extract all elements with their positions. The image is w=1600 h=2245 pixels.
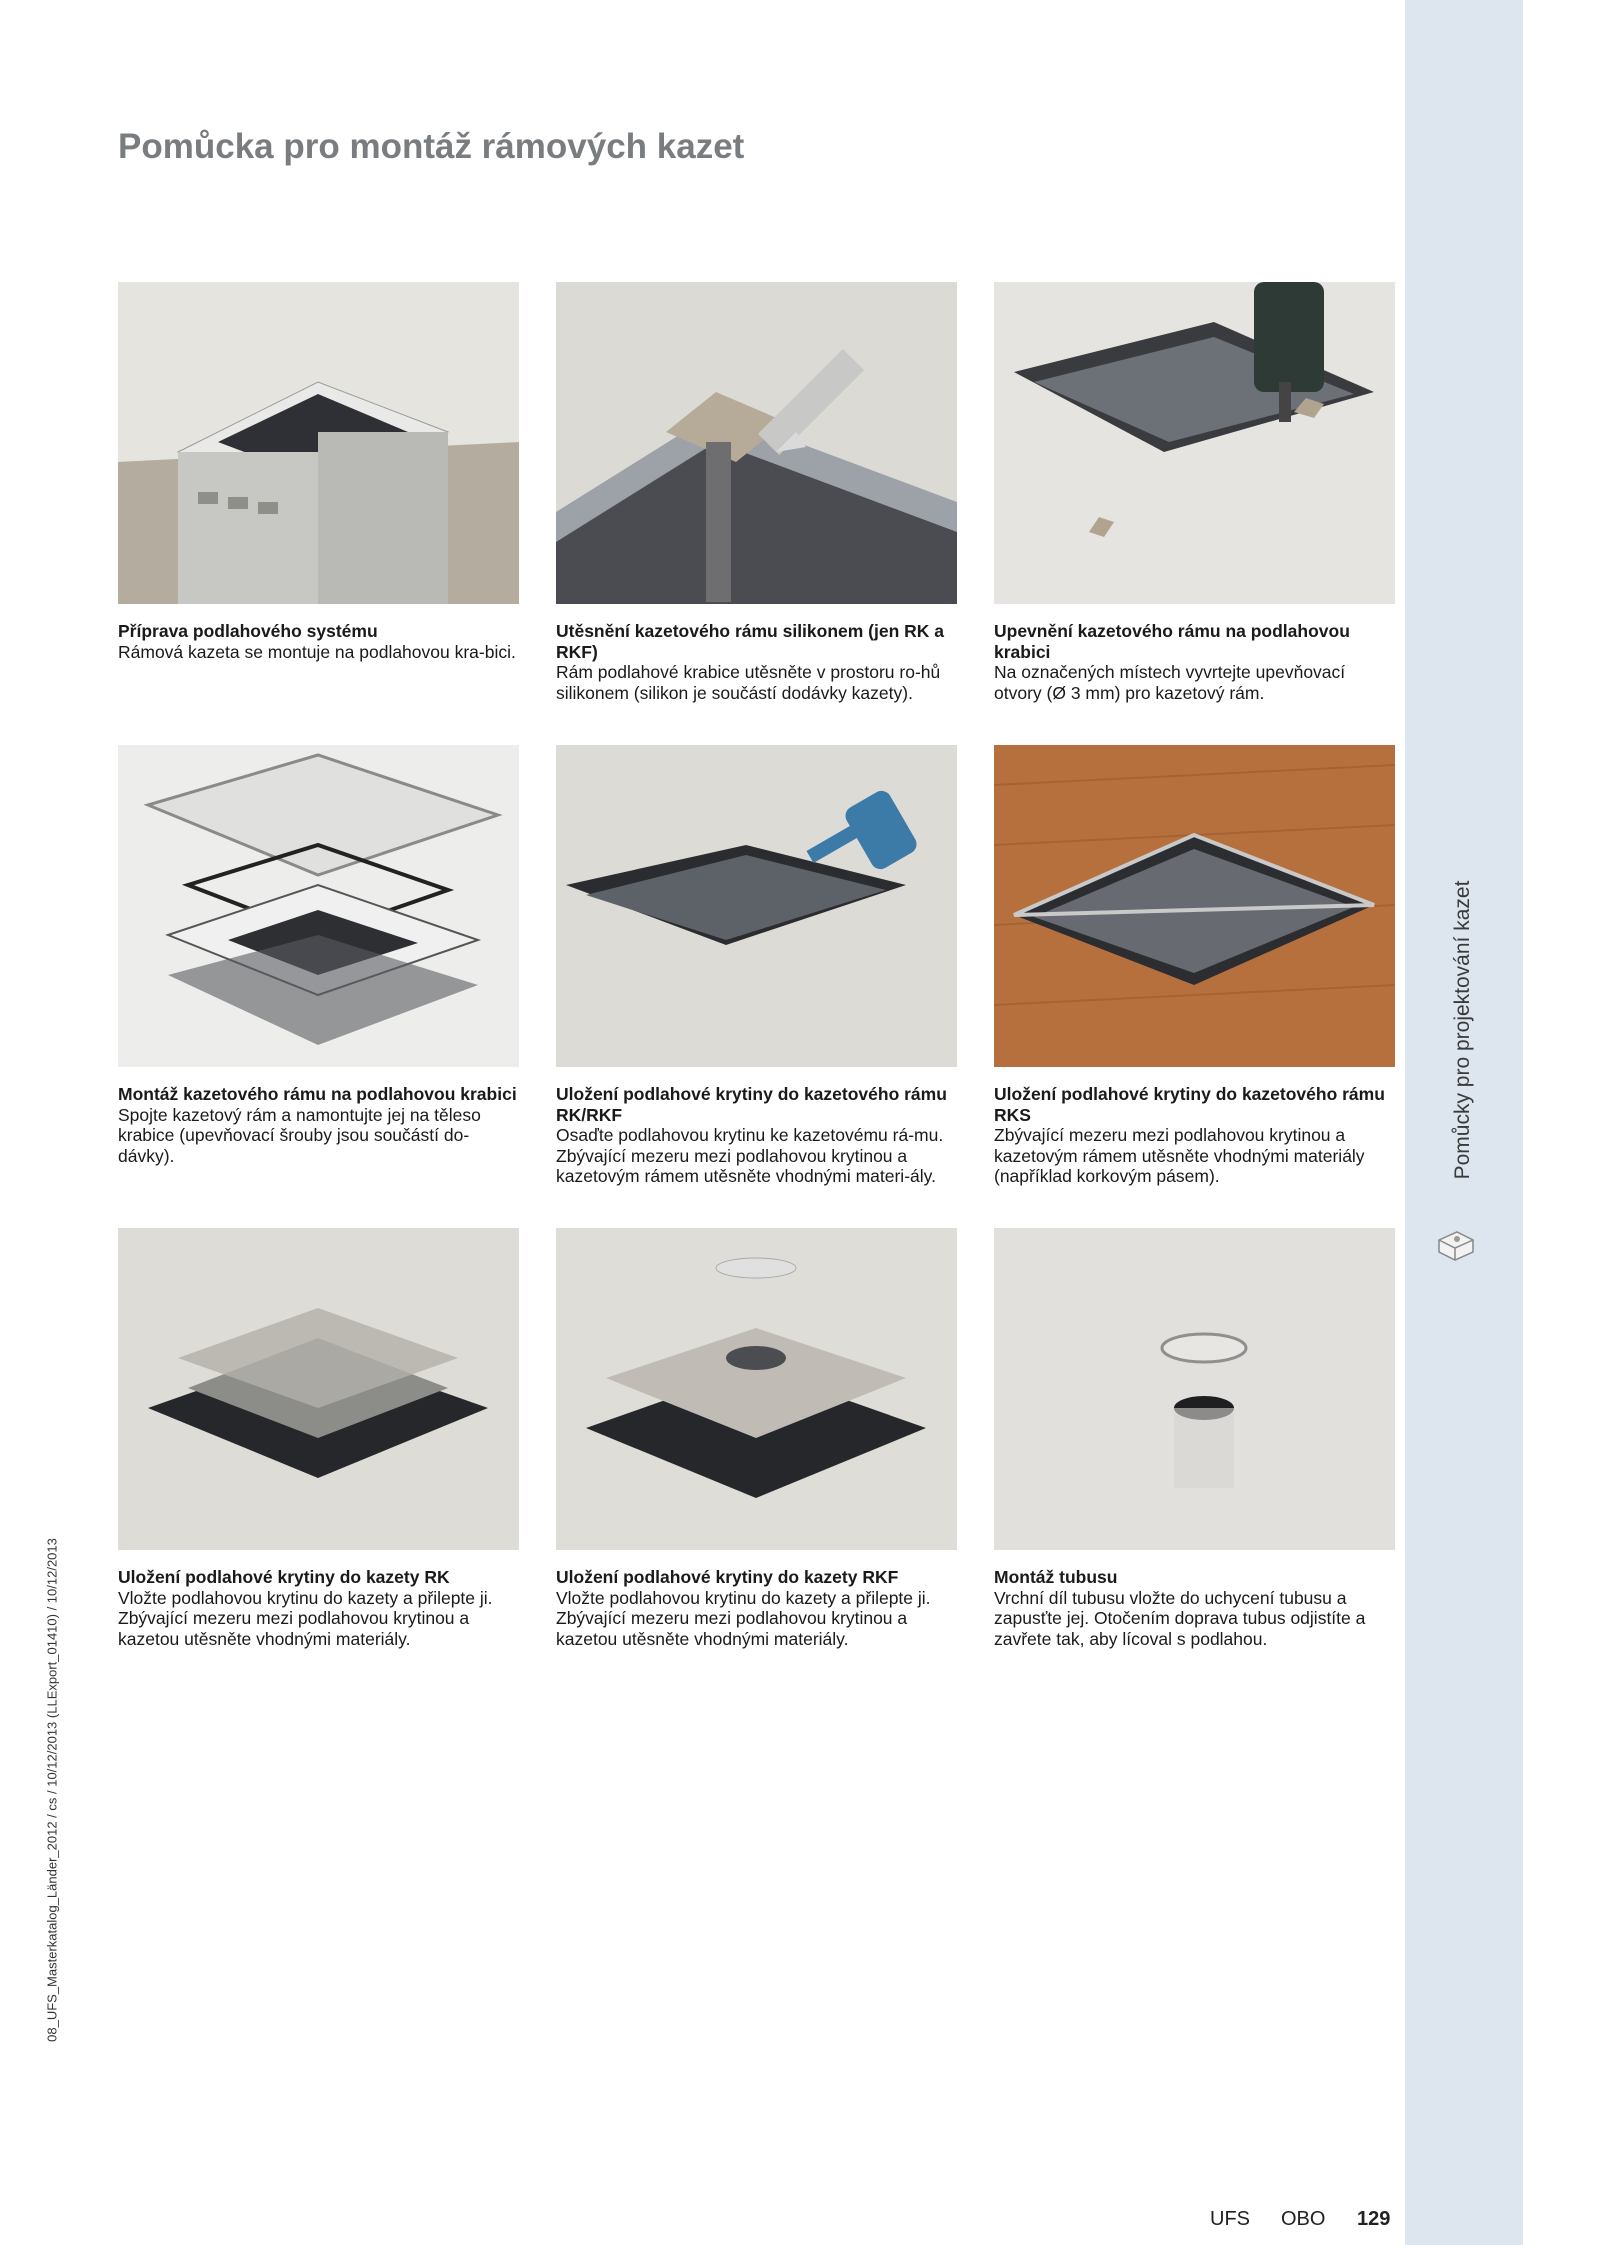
- step-9-title: Montáž tubusu: [994, 1567, 1118, 1587]
- step-6-text: Zbývající mezeru mezi podlahovou krytinou a kazetovým rámem utěsněte vhodnými materiály (například korkovým pásem).: [994, 1125, 1365, 1186]
- step-3: [994, 282, 1395, 703]
- footer-product: UFS: [1210, 2208, 1250, 2230]
- page-number: 129: [1357, 2208, 1391, 2230]
- step-3-photo: [994, 282, 1395, 604]
- step-8-text: Vložte podlahovou krytinu do kazety a přilepte ji. Zbývající mezeru mezi podlahovou krytinou a kazetou utěsněte vhodnými materiály.: [556, 1587, 931, 1649]
- step-8-title: Uložení podlahové krytiny do kazety RKF: [556, 1567, 899, 1587]
- step-8: [556, 1228, 957, 1649]
- step-5-text: Osaďte podlahovou krytinu ke kazetovému rá-mu. Zbývající mezeru mezi podlahovou krytinou a kazetovým rámem utěsněte vhodnými materi-ály.: [556, 1125, 944, 1186]
- step-7-title: Uložení podlahové krytiny do kazety RK: [118, 1567, 450, 1587]
- step-8-photo: [556, 1228, 957, 1550]
- step-9: [994, 1228, 1395, 1649]
- step-9-photo: [994, 1228, 1395, 1550]
- footer-brand: OBO: [1281, 2208, 1326, 2230]
- step-2-text: Rám podlahové krabice utěsněte v prostoru ro-hů silikonem (silikon je součástí dodávky kazety).: [556, 662, 941, 703]
- step-6: [994, 745, 1395, 1187]
- side-section-label: Pomůcky pro projektování kazet: [1451, 880, 1474, 1180]
- step-3-text: Na označených místech vyvrtejte upevňovací otvory (Ø 3 mm) pro kazetový rám.: [994, 662, 1346, 703]
- step-1-photo: [118, 282, 519, 604]
- step-6-title: Uložení podlahové krytiny do kazetového rámu RKS: [994, 1084, 1385, 1125]
- document-meta: 08_UFS_Masterkatalog_Länder_2012 / cs / 10/12/2013 (LLExport_01410) / 10/12/2013: [44, 1538, 60, 2042]
- step-6-photo: [994, 745, 1395, 1067]
- step-2: [556, 282, 957, 703]
- step-5: [556, 745, 957, 1187]
- page-title: Pomůcka pro montáž rámových kazet: [118, 127, 745, 166]
- step-4-title: Montáž kazetového rámu na podlahovou krabici: [118, 1084, 517, 1104]
- step-2-photo: [556, 282, 957, 604]
- step-1-title: Příprava podlahového systému: [118, 621, 378, 641]
- step-4-photo: [118, 745, 519, 1067]
- step-3-title: Upevnění kazetového rámu na podlahovou krabici: [994, 621, 1350, 662]
- step-9-text: Vrchní díl tubusu vložte do uchycení tubusu a zapusťte jej. Otočením doprava tubus odjistíte a zavřete tak, aby lícoval s podlahou.: [994, 1587, 1366, 1649]
- step-5-title: Uložení podlahové krytiny do kazetového rámu RK/RKF: [556, 1084, 947, 1125]
- step-1-text: Rámová kazeta se montuje na podlahovou kra-bici.: [118, 641, 516, 662]
- step-4-text: Spojte kazetový rám a namontujte jej na těleso krabice (upevňovací šrouby jsou součástí do-dávky).: [118, 1104, 481, 1166]
- step-5-photo: [556, 745, 957, 1067]
- step-4: [118, 745, 519, 1166]
- step-7-photo: [118, 1228, 519, 1550]
- step-7: [118, 1228, 519, 1649]
- floor-box-icon: [1433, 1222, 1479, 1268]
- step-1: [118, 282, 519, 662]
- step-2-title: Utěsnění kazetového rámu silikonem (jen RK a RKF): [556, 621, 945, 662]
- step-7-text: Vložte podlahovou krytinu do kazety a přilepte ji. Zbývající mezeru mezi podlahovou krytinou a kazetou utěsněte vhodnými materiály.: [118, 1587, 493, 1649]
